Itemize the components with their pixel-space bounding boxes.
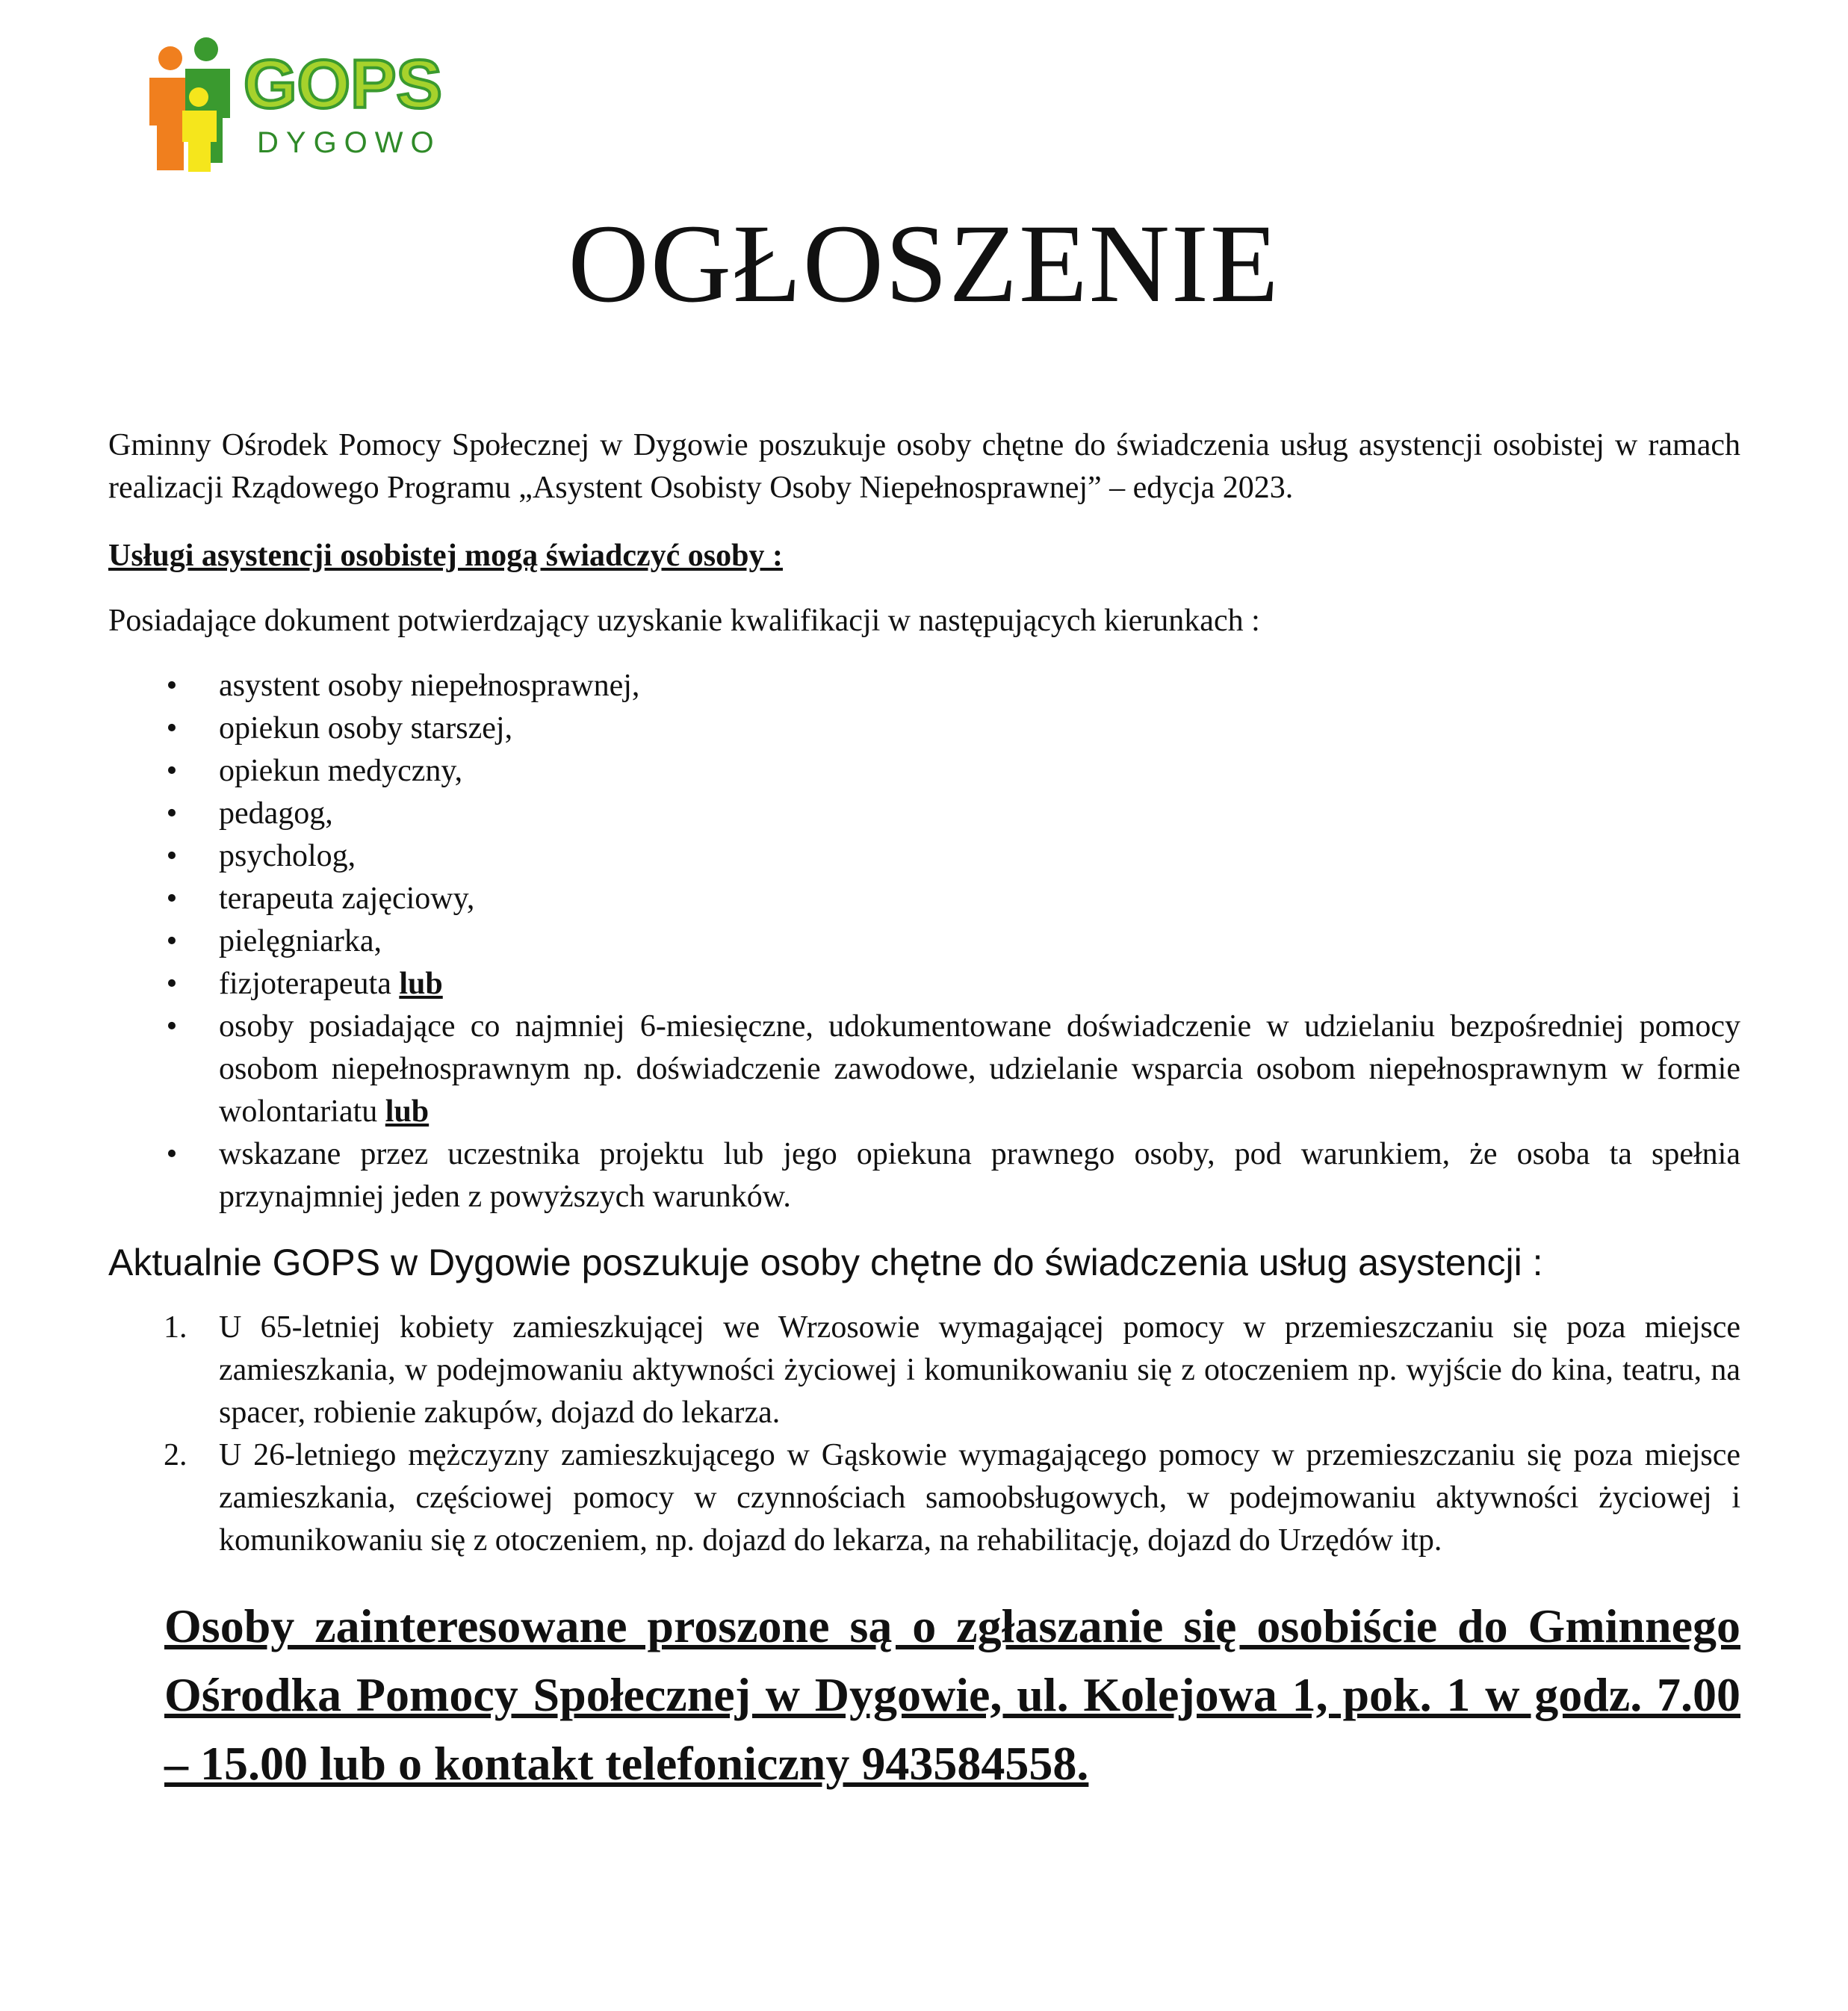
bullet: • (166, 881, 178, 916)
qualifications-lead: Posiadające dokument potwierdzający uzyskanie kwalifikacji w następujących kierunkach : (108, 604, 1260, 638)
logo-text-sub: DYGOWO (257, 126, 441, 159)
bullet: • (166, 967, 178, 1001)
or-connector: lub (385, 1094, 430, 1129)
list-item: • pedagog, (108, 793, 1740, 835)
list-item: • opiekun medyczny, (108, 750, 1740, 793)
gops-logo (111, 36, 551, 172)
list-item: 1. U 65-letniej kobiety zamieszkującej we Wrzosowie wymagającej pomocy w przemieszczaniu się poza miejsce zamieszkania, w podejmowaniu aktywności życiowej i komunikowaniu się z otoczeniem np. wyjście do kina, teatru, na spacer, robienie zakupów, dojazd do lekarza. (108, 1307, 1740, 1434)
list-item: • opiekun osoby starszej, (108, 707, 1740, 750)
services-heading: Usługi asystencji osobistej mogą świadczyć osoby : (108, 539, 783, 573)
list-item: • psycholog, (108, 835, 1740, 878)
item-number: 1. (164, 1310, 187, 1345)
bullet: • (166, 711, 178, 746)
list-item: • terapeuta zajęciowy, (108, 878, 1740, 920)
bullet: • (166, 924, 178, 958)
bullet: • (166, 796, 178, 831)
list-item: • fizjoterapeuta lub (108, 963, 1740, 1006)
intro-paragraph: Gminny Ośrodek Pomocy Społecznej w Dygowie poszukuje osoby chętne do świadczenia usług asystencji osobistej w ramach realizacji Rządowego Programu „Asystent Osobisty Osoby Niepełnosprawnej” – edycja 2023. (108, 428, 1740, 505)
bullet: • (166, 669, 178, 703)
bullet: • (166, 839, 178, 873)
bullet: • (166, 1137, 178, 1171)
list-item: • osoby posiadające co najmniej 6-miesięczne, udokumentowane doświadczenie w udzielaniu bezpośredniej pomocy osobom niepełnosprawnym np. doświadczenie zawodowe, udzielanie wsparcia osobom niepełnosprawnym w formie wolontariatu lub (108, 1006, 1740, 1133)
logo-text-main: GOPS (244, 46, 442, 123)
current-needs-heading: Aktualnie GOPS w Dygowie poszukuje osoby chętne do świadczenia usług asystencji : (108, 1242, 1543, 1283)
page-title: OGŁOSZENIE (568, 202, 1280, 326)
list-item: • asystent osoby niepełnosprawnej, (108, 665, 1740, 707)
contact-notice: Osoby zainteresowane proszone są o zgłaszanie się osobiście do Gminnego Ośrodka Pomocy Społecznej w Dygowie, ul. Kolejowa 1, pok. 1 w godz. 7.00 – 15.00 lub o kontakt telefoniczny 943584558. (164, 1599, 1740, 1790)
or-connector: lub (399, 967, 443, 1001)
list-item: • wskazane przez uczestnika projektu lub jego opiekuna prawnego osoby, pod warunkiem, że osoba ta spełnia przynajmniej jeden z powyższych warunków. (108, 1133, 1740, 1218)
qualifications-list (108, 665, 1740, 1218)
needs-list (108, 1307, 1740, 1562)
item-number: 2. (164, 1438, 187, 1472)
list-item: • pielęgniarka, (108, 920, 1740, 963)
bullet: • (166, 1009, 178, 1044)
bullet: • (166, 754, 178, 788)
announcement-body (108, 424, 1740, 1798)
list-item: 2. U 26-letniego mężczyzny zamieszkującego w Gąskowie wymagającego pomocy w przemieszczaniu się poza miejsce zamieszkania, częściowej pomocy w czynnościach samoobsługowych, w podejmowaniu aktywności życiowej i komunikowaniu się z otoczeniem, np. dojazd do lekarza, na rehabilitację, dojazd do Urzędów itp. (108, 1434, 1740, 1562)
